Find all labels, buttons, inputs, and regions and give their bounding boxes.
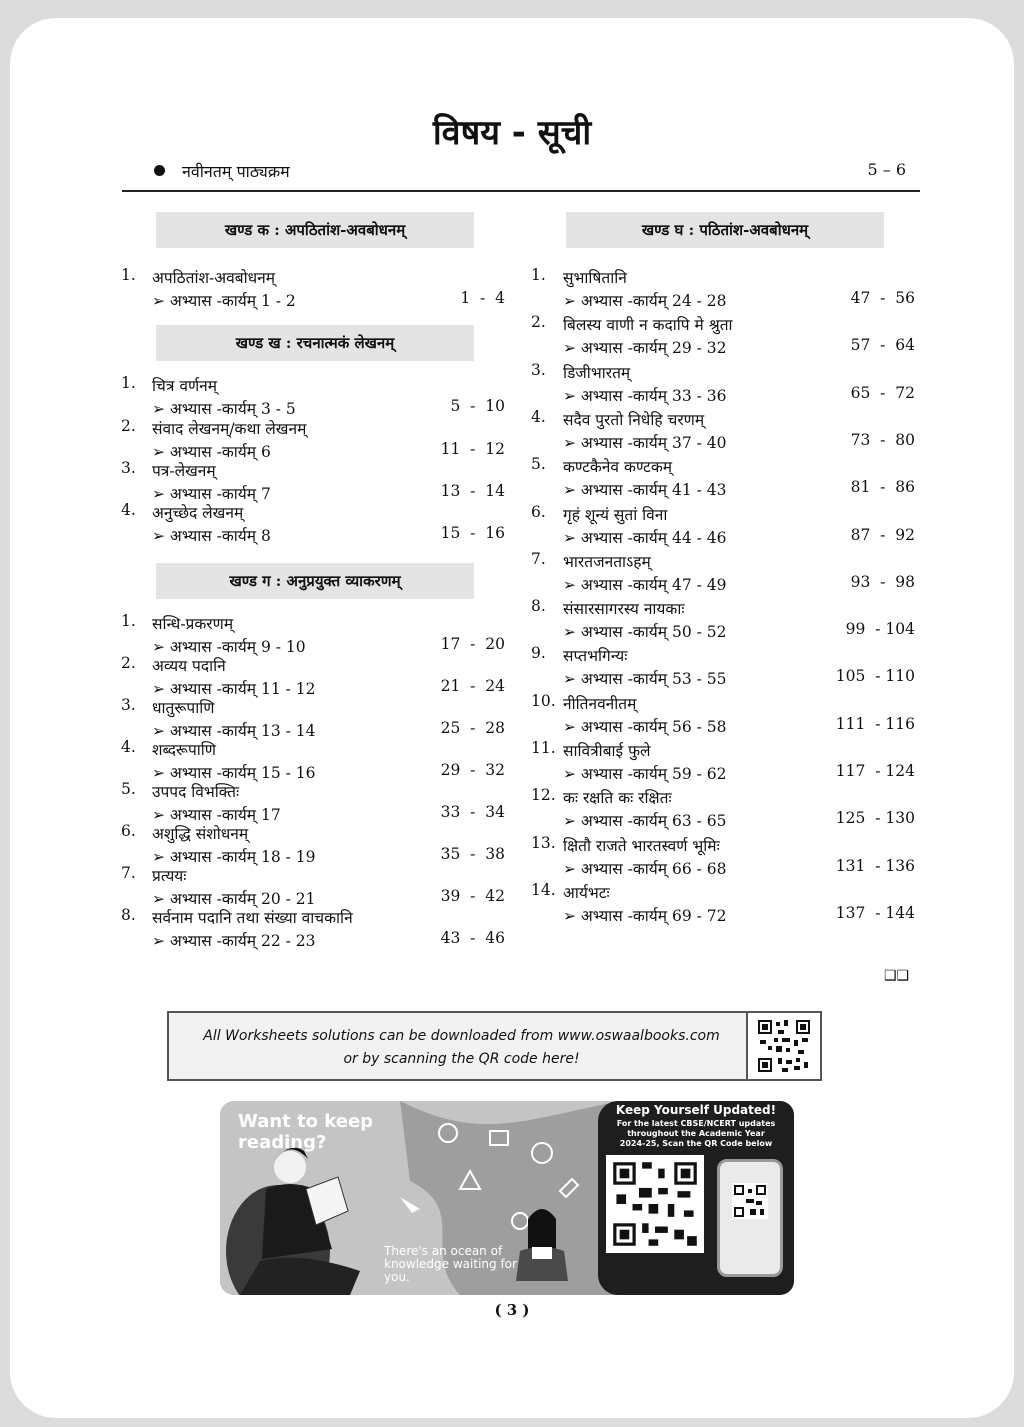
exercise-label: ➢ अभ्यास -कार्यम् 50 - 52: [563, 623, 727, 642]
page-range: 87 - 92: [850, 525, 915, 544]
qr-code-icon[interactable]: [756, 1018, 812, 1074]
section-heading: खण्ड ख : रचनात्मकं लेखनम्: [156, 325, 474, 361]
update-line-3: 2024-25, Scan the QR Code below: [619, 1139, 773, 1148]
entry-title: सुभाषितानि: [563, 269, 627, 287]
entry-number: 1.: [121, 374, 136, 392]
qr-code-icon[interactable]: [610, 1159, 700, 1249]
page-range: 17 - 20: [440, 635, 505, 653]
entry-number: 8.: [531, 597, 546, 616]
entry-number: 13.: [531, 833, 556, 852]
notice-line-2: or by scanning the QR code here!: [343, 1051, 580, 1067]
page-range: 47 - 56: [850, 289, 915, 307]
page-range: 35 - 38: [440, 845, 505, 863]
page-range: 11 - 12: [440, 440, 505, 458]
entry-title: नीतिनवनीतम्: [563, 694, 637, 713]
entry-number: 3.: [531, 360, 546, 379]
solutions-notice: [167, 1011, 822, 1081]
entry-title: सदैव पुरतो निधेहि चरणम्: [563, 410, 705, 429]
entry-number: 4.: [121, 738, 136, 756]
page-range: 93 - 98: [850, 572, 915, 591]
exercise-label: ➢ अभ्यास -कार्यम् 66 - 68: [563, 859, 727, 878]
entry-number: 1.: [531, 266, 546, 284]
banner-tagline: There's an ocean of knowledge waiting for you.: [384, 1244, 517, 1284]
entry-title: सन्धि-प्रकरणम्: [152, 615, 234, 633]
entry-number: 6.: [121, 822, 136, 840]
page-range: 29 - 32: [440, 761, 505, 779]
update-line-2: throughout the Academic Year: [627, 1129, 765, 1138]
entry-number: 10.: [531, 691, 556, 710]
exercise-label: ➢ अभ्यास -कार्यम् 53 - 55: [563, 670, 727, 689]
update-title: Keep Yourself Updated!: [615, 1103, 777, 1117]
update-qr-code[interactable]: [606, 1155, 704, 1253]
promo-banner[interactable]: [220, 1101, 794, 1295]
entry-number: 1.: [121, 266, 136, 284]
exercise-label: ➢ अभ्यास -कार्यम् 15 - 16: [152, 764, 316, 782]
exercise-label: ➢ अभ्यास -कार्यम् 33 - 36: [563, 386, 727, 405]
page-range: 57 - 64: [850, 336, 915, 355]
entry-title: गृहं शून्यं सुतां विना: [563, 505, 668, 524]
syllabus-row[interactable]: [122, 152, 920, 192]
exercise-label: ➢ अभ्यास -कार्यम् 41 - 43: [563, 481, 727, 500]
page-range: 111 - 116: [835, 714, 915, 733]
entry-title: कः रक्षति कः रक्षितः: [563, 789, 672, 808]
entry-title: चित्र वर्णनम्: [152, 377, 218, 395]
entry-number: 11.: [531, 739, 556, 757]
entry-number: 7.: [531, 549, 546, 568]
entry-number: 3.: [121, 459, 136, 477]
update-line-1: For the latest CBSE/NCERT updates: [616, 1119, 776, 1128]
page-title: विषय - सूची: [432, 113, 592, 153]
entry-title: अव्यय पदानि: [152, 657, 226, 675]
entry-title: धातुरूपाणि: [152, 699, 215, 717]
entry-number: 7.: [121, 864, 136, 882]
qr-code-icon: [734, 1185, 766, 1217]
page-range: 39 - 42: [440, 887, 505, 905]
page-range: 105 - 110: [835, 667, 915, 686]
entry-title: बिलस्य वाणी न कदापि मे श्रुता: [563, 316, 733, 335]
entry-title: अपठितांश-अवबोधनम्: [152, 269, 276, 287]
page-range: 33 - 34: [440, 803, 505, 821]
exercise-label: ➢ अभ्यास -कार्यम् 22 - 23: [152, 932, 316, 950]
exercise-label: ➢ अभ्यास -कार्यम् 6: [152, 443, 271, 461]
exercise-label: ➢ अभ्यास -कार्यम् 24 - 28: [563, 292, 727, 310]
entry-number: 3.: [121, 696, 136, 714]
entry-title: शब्दरूपाणि: [152, 741, 217, 759]
banner-headline: Want to keep reading?: [238, 1111, 374, 1153]
exercise-label: ➢ अभ्यास -कार्यम् 8: [152, 527, 271, 545]
page-range: 15 - 16: [440, 524, 505, 542]
entry-number: 12.: [531, 786, 556, 805]
exercise-label: ➢ अभ्यास -कार्यम् 18 - 19: [152, 848, 316, 866]
entry-title: उपपद विभक्तिः: [152, 783, 240, 801]
exercise-label: ➢ अभ्यास -कार्यम् 59 - 62: [563, 765, 727, 783]
entry-title: अनुच्छेद लेखनम्: [152, 504, 244, 522]
entry-title: संसारसागरस्य नायकाः: [563, 600, 685, 619]
entry-title: क्षितौ राजते भारतस्वर्ण भूमिः: [563, 836, 720, 855]
exercise-label: ➢ अभ्यास -कार्यम् 11 - 12: [152, 680, 316, 698]
page-range: 73 - 80: [850, 430, 915, 449]
exercise-label: ➢ अभ्यास -कार्यम् 13 - 14: [152, 722, 316, 740]
exercise-label: ➢ अभ्यास -कार्यम् 1 - 2: [152, 292, 296, 310]
entry-number: 2.: [531, 313, 546, 332]
section-heading: खण्ड क : अपठितांश-अवबोधनम्: [156, 212, 474, 248]
exercise-label: ➢ अभ्यास -कार्यम् 63 - 65: [563, 812, 727, 831]
page-number: ( 3 ): [494, 1301, 530, 1319]
entry-number: 9.: [531, 644, 546, 663]
page-range: 21 - 24: [440, 677, 505, 695]
syllabus-label: नवीनतम् पाठ्यक्रम: [182, 162, 290, 181]
entry-number: 5.: [531, 455, 546, 474]
exercise-label: ➢ अभ्यास -कार्यम् 17: [152, 806, 281, 824]
page-range: 5 - 10: [450, 397, 505, 415]
page-range: 13 - 14: [440, 482, 505, 500]
update-subtitle: [598, 1119, 794, 1149]
exercise-label: ➢ अभ्यास -कार्यम् 44 - 46: [563, 528, 727, 547]
page-range: 25 - 28: [440, 719, 505, 737]
exercise-label: ➢ अभ्यास -कार्यम् 69 - 72: [563, 906, 727, 925]
exercise-label: ➢ अभ्यास -कार्यम् 9 - 10: [152, 638, 306, 656]
page-range: 81 - 86: [850, 478, 915, 497]
page-range: 99 - 104: [845, 620, 915, 639]
page-range: 1 - 4: [460, 289, 505, 307]
notice-text: [169, 1025, 754, 1071]
page-range: 65 - 72: [850, 383, 915, 402]
qr-code-box[interactable]: [746, 1013, 820, 1079]
notice-line-1: All Worksheets solutions can be downloaded from www.oswaalbooks.com: [203, 1028, 720, 1044]
exercise-label: ➢ अभ्यास -कार्यम् 56 - 58: [563, 717, 727, 736]
exercise-label: ➢ अभ्यास -कार्यम् 20 - 21: [152, 890, 316, 908]
entry-title: पत्र-लेखनम्: [152, 462, 216, 480]
entry-number: 2.: [121, 417, 136, 435]
entry-number: 4.: [121, 501, 136, 519]
entry-title: प्रत्ययः: [152, 867, 187, 885]
syllabus-pages: 5 – 6: [867, 160, 906, 179]
section-heading: खण्ड ग : अनुप्रयुक्त व्याकरणम्: [156, 563, 474, 599]
entry-title: सप्तभगिन्यः: [563, 647, 628, 666]
entry-title: संवाद लेखनम्/कथा लेखनम्: [152, 420, 307, 438]
entry-number: 14.: [531, 880, 556, 899]
entry-number: 4.: [531, 407, 546, 426]
section-heading: खण्ड घ : पठितांश-अवबोधनम्: [566, 212, 884, 248]
page-range: 43 - 46: [440, 929, 505, 947]
end-mark: ❑❑: [884, 968, 910, 984]
entry-title: सर्वनाम पदानि तथा संख्या वाचकानि: [152, 909, 353, 927]
exercise-label: ➢ अभ्यास -कार्यम् 29 - 32: [563, 339, 727, 358]
exercise-label: ➢ अभ्यास -कार्यम् 47 - 49: [563, 575, 727, 594]
entry-title: डिजीभारतम्: [563, 363, 631, 382]
page-range: 117 - 124: [835, 762, 915, 780]
entry-title: आर्यभटः: [563, 883, 610, 902]
entry-title: कण्टकैनेव कण्टकम्: [563, 458, 673, 477]
exercise-label: ➢ अभ्यास -कार्यम् 37 - 40: [563, 433, 727, 452]
entry-number: 1.: [121, 612, 136, 630]
entry-number: 5.: [121, 780, 136, 798]
page-range: 125 - 130: [835, 809, 915, 828]
entry-title: भारतजनताऽहम्: [563, 552, 651, 571]
entry-title: अशुद्धि संशोधनम्: [152, 825, 249, 843]
entry-number: 8.: [121, 906, 136, 924]
entry-title: सावित्रीबाई फुले: [563, 742, 651, 760]
exercise-label: ➢ अभ्यास -कार्यम् 3 - 5: [152, 400, 296, 418]
page-range: 137 - 144: [835, 903, 915, 922]
phone-qr-icon: [732, 1183, 768, 1219]
exercise-label: ➢ अभ्यास -कार्यम् 7: [152, 485, 271, 503]
entry-number: 6.: [531, 502, 546, 521]
entry-number: 2.: [121, 654, 136, 672]
page-range: 131 - 136: [835, 856, 915, 875]
bullet-icon: [154, 165, 165, 176]
